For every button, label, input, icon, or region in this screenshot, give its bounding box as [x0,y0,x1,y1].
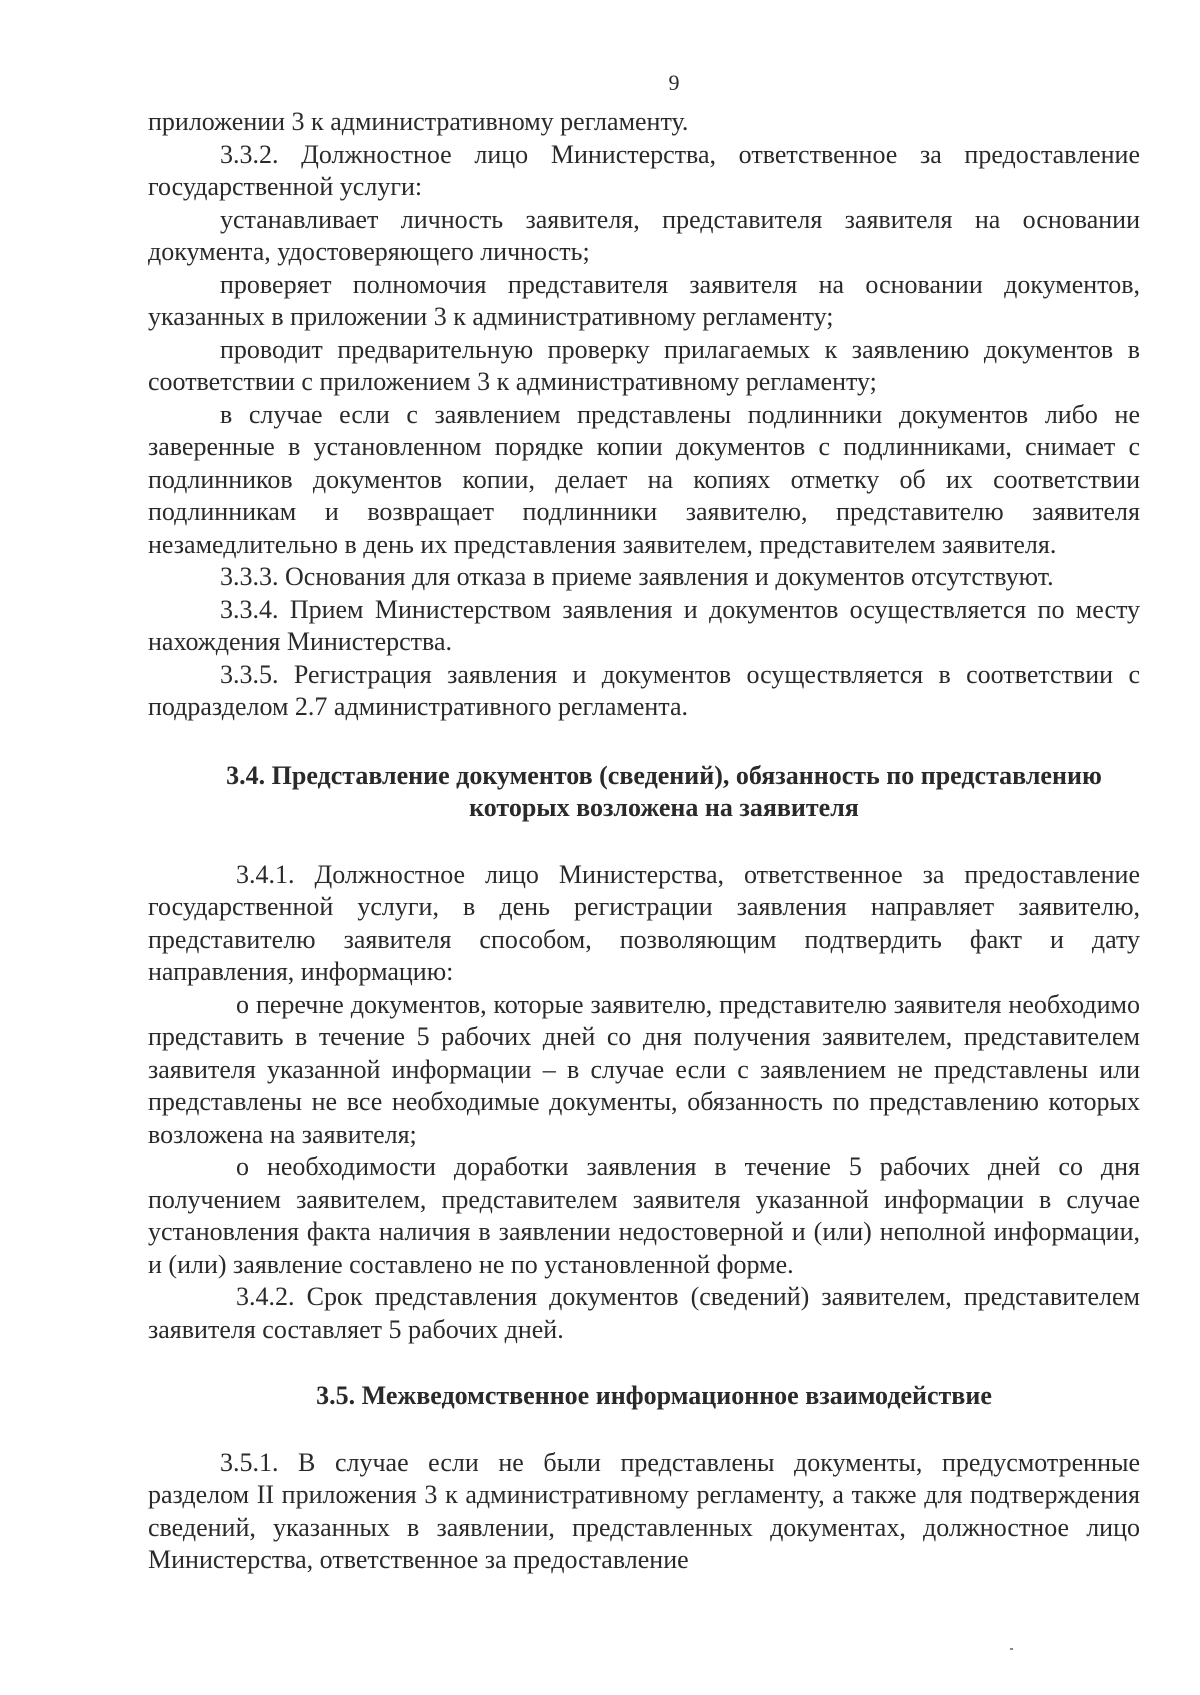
section-34-body [148,859,1140,1347]
paragraph: устанавливает личность заявителя, представителя заявителя на основании документа, удостоверяющего личность; [148,204,1140,266]
paragraph: в случае если с заявлением представлены подлинники документов либо не заверенные в установленном порядке копии документов с подлинниками, снимает с подлинников документов копии, делает на копиях отметку об их соответствии подлинникам и возвращает подлинники заявителю, представителю заявителя незамедлительно в день их представления заявителем, представителем заявителя. [148,399,1140,559]
paragraph: 3.5.1. В случае если не были представлены документы, предусмотренные разделом II приложения 3 к административному регламенту, а также для подтверждения сведений, указанных в заявлении, представленных документах, должностное лицо Министерства, ответственное за предоставление [148,1447,1140,1574]
paragraph: о перечне документов, которые заявителю, представителю заявителя необходимо представить в течение 5 рабочих дней со дня получения заявителем, представителем заявителя указанной информации – в случае если с заявлением не представлены или представлены не все необходимые документы, обязанность по представлению которых возложена на заявителя; [148,989,1140,1149]
paragraph: 3.4.1. Должностное лицо Министерства, ответственное за предоставление государственной услуги, в день регистрации заявления направляет заявителю, представителю заявителя способом, позволяющим подтвердить факт и дату направления, информацию: [148,859,1140,986]
paragraph: 3.3.5. Регистрация заявления и документов осуществляется в соответствии с подразделом 2.7 административного регламента. [148,659,1140,721]
section-heading-3-5: 3.5. Межведомственное информационное взаимодействие [316,1381,992,1410]
paragraph: о необходимости доработки заявления в течение 5 рабочих дней со дня получением заявителем, представителем заявителя указанной информации в случае установления факта наличия в заявлении недостоверной и (или) неполной информации, и (или) заявление составлено не по установленной форме. [148,1152,1140,1279]
section-33-body [148,106,1140,724]
section-heading-3-4: 3.4. Представление документов (сведений), обязанность по представлению которых возложена на заявителя [226,760,1102,822]
page-number: 9 [668,70,680,95]
paragraph: 3.3.3. Основания для отказа в приеме заявления и документов отсутствуют. [220,562,1054,591]
paragraph: проводит предварительную проверку прилагаемых к заявлению документов в соответствии с приложением 3 к административному регламенту; [148,334,1140,396]
paragraph: 3.3.4. Прием Министерством заявления и документов осуществляется по месту нахождения Министерства. [148,594,1140,656]
paragraph: 3.3.2. Должностное лицо Министерства, ответственное за предоставление государственной услуги: [148,139,1140,201]
scan-speck [1010,1648,1013,1650]
paragraph: проверяет полномочия представителя заявителя на основании документов, указанных в приложении 3 к административному регламенту; [148,269,1140,331]
paragraph: приложении 3 к административному регламенту. [148,107,689,136]
section-35-body [148,1447,1140,1577]
paragraph: 3.4.2. Срок представления документов (сведений) заявителем, представителем заявителя составляет 5 рабочих дней. [148,1282,1140,1344]
